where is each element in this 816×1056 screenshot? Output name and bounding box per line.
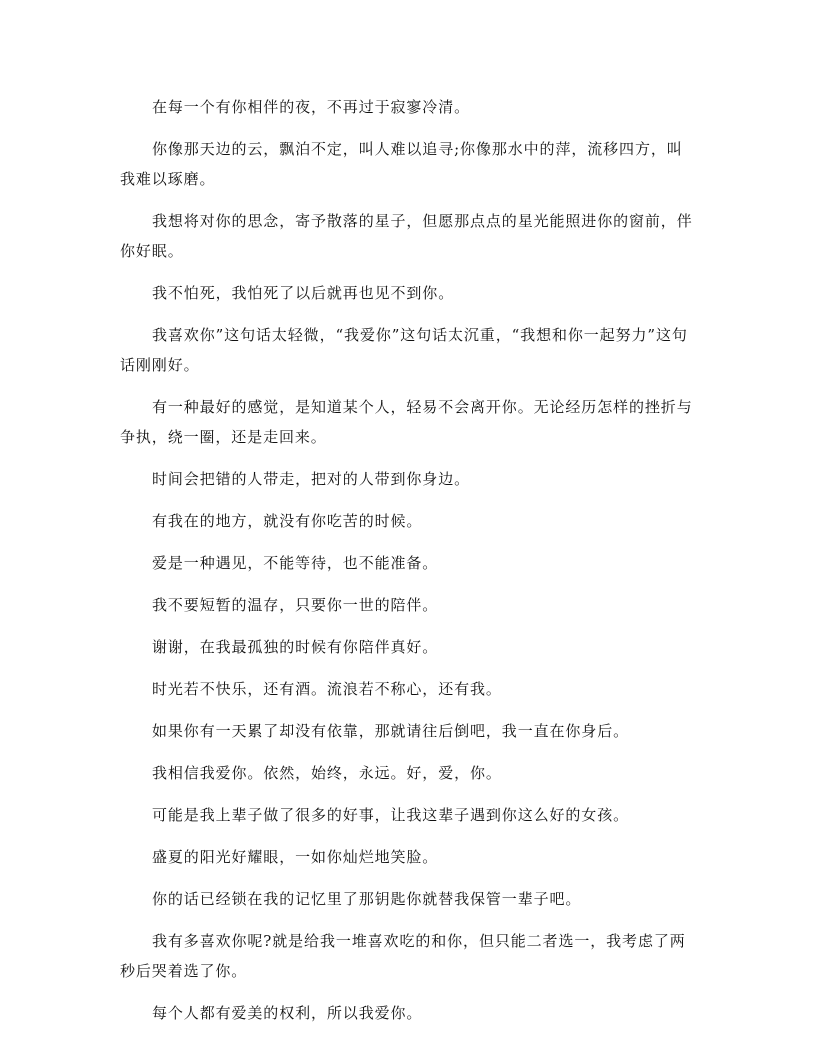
paragraph-18: 我有多喜欢你呢?就是给我一堆喜欢吃的和你，但只能二者选一，我考虑了两秒后哭着选了你。 <box>120 932 686 980</box>
paragraph-3: 我想将对你的思念，寄予散落的星子，但愿那点点的星光能照进你的窗前，伴你好眠。 <box>120 212 693 260</box>
paragraph-1: 在每一个有你相伴的夜，不再过于寂寥冷清。 <box>152 98 471 116</box>
paragraph-11: 谢谢，在我最孤独的时候有你陪伴真好。 <box>152 638 439 656</box>
document-body <box>120 92 696 1040</box>
paragraph-17: 你的话已经锁在我的记忆里了那钥匙你就替我保管一辈子吧。 <box>152 890 582 908</box>
paragraph-15: 可能是我上辈子做了很多的好事，让我这辈子遇到你这么好的女孩。 <box>152 806 630 824</box>
paragraph-6: 有一种最好的感觉，是知道某个人，轻易不会离开你。无论经历怎样的挫折与争执，绕一圈，还是走回来。 <box>120 398 693 446</box>
paragraph-2: 你像那天边的云，飘泊不定，叫人难以追寻;你像那水中的萍，流移四方，叫我难以琢磨。 <box>120 140 683 188</box>
paragraph-10: 我不要短暂的温存，只要你一世的陪伴。 <box>152 596 439 614</box>
paragraph-12: 时光若不快乐，还有酒。流浪若不称心，还有我。 <box>152 680 502 698</box>
paragraph-7: 时间会把错的人带走，把对的人带到你身边。 <box>152 470 471 488</box>
paragraph-5: 我喜欢你”这句话太轻微，“我爱你”这句话太沉重，“我想和你一起努力”这句话刚刚好。 <box>120 326 688 374</box>
paragraph-14: 我相信我爱你。依然，始终，永远。好，爱，你。 <box>152 764 502 782</box>
paragraph-9: 爱是一种遇见，不能等待，也不能准备。 <box>152 554 439 572</box>
paragraph-19: 每个人都有爱美的权利，所以我爱你。 <box>152 1004 423 1022</box>
paragraph-16: 盛夏的阳光好耀眼，一如你灿烂地笑脸。 <box>152 848 439 866</box>
paragraph-4: 我不怕死，我怕死了以后就再也见不到你。 <box>152 284 455 302</box>
paragraph-8: 有我在的地方，就没有你吃苦的时候。 <box>152 512 423 530</box>
paragraph-13: 如果你有一天累了却没有依靠，那就请往后倒吧，我一直在你身后。 <box>152 722 630 740</box>
